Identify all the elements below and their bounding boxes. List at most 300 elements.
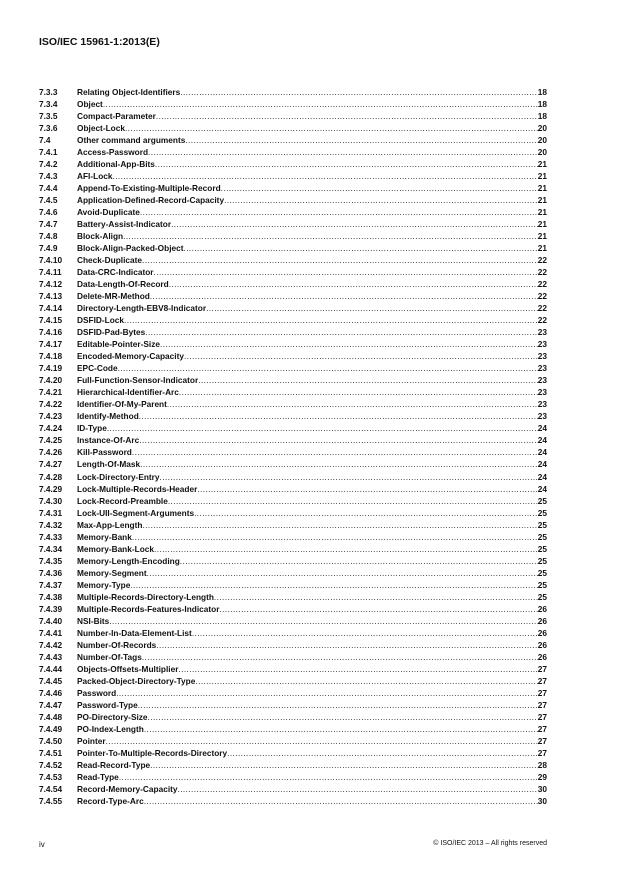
toc-entry-title: Block-Align xyxy=(77,231,124,242)
toc-entry-page: 21 xyxy=(537,231,547,242)
toc-leader-dots xyxy=(139,434,538,446)
toc-leader-dots xyxy=(167,398,538,410)
toc-entry-number: 7.4.2 xyxy=(39,159,58,170)
toc-entry-number: 7.4.9 xyxy=(39,243,58,254)
toc-leader-dots xyxy=(142,254,538,266)
toc-entry[interactable] xyxy=(39,182,547,194)
toc-leader-dots xyxy=(160,471,538,483)
toc-entry-page: 21 xyxy=(537,183,547,194)
toc-entry-title: Record-Type-Arc xyxy=(77,795,144,806)
toc-entry-page: 24 xyxy=(537,459,547,470)
toc-entry[interactable] xyxy=(39,687,547,699)
page-number: iv xyxy=(39,840,45,849)
toc-leader-dots xyxy=(140,458,538,470)
toc-entry-title: Memory-Bank-Lock xyxy=(77,543,154,554)
toc-entry[interactable] xyxy=(39,338,547,350)
toc-entry-title: DSFID-Pad-Bytes xyxy=(77,327,146,338)
toc-entry-number: 7.4.27 xyxy=(39,459,63,470)
toc-entry[interactable] xyxy=(39,230,547,242)
toc-entry-number: 7.4.4 xyxy=(39,183,58,194)
toc-leader-dots xyxy=(154,543,538,555)
toc-entry[interactable] xyxy=(39,663,547,675)
toc-entry[interactable] xyxy=(39,747,547,759)
toc-entry-page: 23 xyxy=(537,411,547,422)
toc-entry-page: 23 xyxy=(537,399,547,410)
toc-entry-page: 23 xyxy=(537,327,547,338)
toc-entry-number: 7.4.18 xyxy=(39,351,63,362)
toc-entry-title: Encoded-Memory-Capacity xyxy=(77,351,184,362)
toc-leader-dots xyxy=(125,122,538,134)
toc-entry[interactable] xyxy=(39,783,547,795)
toc-entry-page: 26 xyxy=(537,639,547,650)
toc-leader-dots xyxy=(132,446,538,458)
toc-entry-page: 27 xyxy=(537,723,547,734)
toc-entry-number: 7.4.23 xyxy=(39,411,63,422)
toc-entry[interactable] xyxy=(39,531,547,543)
toc-entry[interactable] xyxy=(39,98,547,110)
toc-entry-page: 20 xyxy=(537,135,547,146)
toc-entry-title: Number-In-Data-Element-List xyxy=(77,627,192,638)
toc-entry-number: 7.4.53 xyxy=(39,771,63,782)
toc-leader-dots xyxy=(160,338,538,350)
toc-entry-page: 23 xyxy=(537,375,547,386)
toc-entry[interactable] xyxy=(39,711,547,723)
toc-leader-dots xyxy=(139,410,538,422)
toc-entry-title: Object xyxy=(77,99,103,110)
toc-entry-title: Password xyxy=(77,687,117,698)
toc-entry-page: 26 xyxy=(537,603,547,614)
toc-entry-page: 23 xyxy=(537,351,547,362)
toc-leader-dots xyxy=(168,495,538,507)
toc-leader-dots xyxy=(154,266,538,278)
toc-entry[interactable] xyxy=(39,170,547,182)
toc-entry-page: 24 xyxy=(537,435,547,446)
toc-entry-number: 7.4.28 xyxy=(39,471,63,482)
toc-entry[interactable] xyxy=(39,278,547,290)
toc-entry-title: Object-Lock xyxy=(77,123,125,134)
toc-entry-page: 24 xyxy=(537,423,547,434)
toc-entry-number: 7.4.33 xyxy=(39,531,63,542)
toc-entry-title: Lock-Record-Preamble xyxy=(77,495,168,506)
toc-entry-title: Objects-Offsets-Multiplier xyxy=(77,663,179,674)
toc-leader-dots xyxy=(219,603,537,615)
toc-entry-title: Memory-Length-Encoding xyxy=(77,555,180,566)
toc-entry-number: 7.4.21 xyxy=(39,387,63,398)
toc-entry[interactable] xyxy=(39,290,547,302)
toc-entry[interactable] xyxy=(39,495,547,507)
toc-entry-number: 7.4.47 xyxy=(39,699,63,710)
copyright-notice: © ISO/IEC 2013 – All rights reserved xyxy=(433,840,547,847)
toc-entry-page: 23 xyxy=(537,387,547,398)
toc-entry-title: Check-Duplicate xyxy=(77,255,143,266)
toc-entry-title: Hierarchical-Identifier-Arc xyxy=(77,387,179,398)
toc-entry-title: Lock-UII-Segment-Arguments xyxy=(77,507,195,518)
toc-entry-number: 7.4.49 xyxy=(39,723,63,734)
table-of-contents xyxy=(39,86,547,807)
toc-leader-dots xyxy=(150,290,538,302)
toc-entry-number: 7.4.29 xyxy=(39,483,63,494)
toc-entry-number: 7.4.55 xyxy=(39,795,63,806)
toc-leader-dots xyxy=(214,591,538,603)
toc-entry-page: 27 xyxy=(537,699,547,710)
toc-entry-title: Read-Type xyxy=(77,771,119,782)
toc-entry-page: 20 xyxy=(537,123,547,134)
toc-entry-number: 7.3.3 xyxy=(39,87,58,97)
toc-entry-title: Editable-Pointer-Size xyxy=(77,339,160,350)
toc-entry-number: 7.4.30 xyxy=(39,495,63,506)
toc-entry-page: 21 xyxy=(537,171,547,182)
toc-entry[interactable] xyxy=(39,771,547,783)
toc-entry-number: 7.4.52 xyxy=(39,759,63,770)
toc-entry[interactable] xyxy=(39,134,547,146)
toc-entry[interactable] xyxy=(39,398,547,410)
toc-entry-number: 7.4.48 xyxy=(39,711,63,722)
toc-entry-number: 7.4.32 xyxy=(39,519,63,530)
toc-entry-number: 7.4.43 xyxy=(39,651,63,662)
toc-leader-dots xyxy=(150,759,538,771)
toc-entry-number: 7.4.37 xyxy=(39,579,63,590)
toc-leader-dots xyxy=(178,663,537,675)
toc-entry-number: 7.3.4 xyxy=(39,99,58,110)
toc-entry-title: Memory-Bank xyxy=(77,531,132,542)
toc-entry-page: 27 xyxy=(537,711,547,722)
toc-entry-title: Kill-Password xyxy=(77,447,132,458)
toc-leader-dots xyxy=(119,771,538,783)
toc-leader-dots xyxy=(124,314,538,326)
toc-entry-number: 7.4.31 xyxy=(39,507,63,518)
toc-entry[interactable] xyxy=(39,158,547,170)
toc-entry[interactable] xyxy=(39,122,547,134)
toc-entry-page: 27 xyxy=(537,747,547,758)
toc-leader-dots xyxy=(180,86,538,98)
toc-leader-dots xyxy=(142,651,538,663)
toc-entry-page: 30 xyxy=(537,783,547,794)
toc-entry[interactable] xyxy=(39,579,547,591)
toc-entry-page: 30 xyxy=(537,795,547,806)
toc-entry-title: Block-Align-Packed-Object xyxy=(77,243,184,254)
toc-leader-dots xyxy=(130,579,537,591)
toc-entry-number: 7.4.7 xyxy=(39,219,58,230)
toc-entry-number: 7.4.42 xyxy=(39,639,63,650)
toc-leader-dots xyxy=(171,218,538,230)
toc-entry-page: 23 xyxy=(537,339,547,350)
toc-entry[interactable] xyxy=(39,410,547,422)
toc-leader-dots xyxy=(198,374,538,386)
toc-entry-number: 7.4.46 xyxy=(39,687,63,698)
toc-entry[interactable] xyxy=(39,446,547,458)
toc-entry[interactable] xyxy=(39,639,547,651)
toc-entry-title: Password-Type xyxy=(77,699,138,710)
toc-entry-title: DSFID-Lock xyxy=(77,315,125,326)
toc-entry-page: 26 xyxy=(537,627,547,638)
toc-leader-dots xyxy=(109,615,537,627)
toc-leader-dots xyxy=(148,711,538,723)
toc-entry-page: 28 xyxy=(537,759,547,770)
toc-entry-title: Lock-Directory-Entry xyxy=(77,471,160,482)
toc-entry-number: 7.4.19 xyxy=(39,363,63,374)
toc-leader-dots xyxy=(142,519,537,531)
toc-entry-number: 7.4.16 xyxy=(39,327,63,338)
toc-leader-dots xyxy=(195,675,537,687)
toc-entry[interactable] xyxy=(39,615,547,627)
toc-entry[interactable] xyxy=(39,206,547,218)
toc-entry-title: Number-Of-Tags xyxy=(77,651,142,662)
toc-entry-title: Max-App-Length xyxy=(77,519,143,530)
toc-entry-number: 7.4.54 xyxy=(39,783,63,794)
toc-entry-number: 7.4.40 xyxy=(39,615,63,626)
toc-entry-number: 7.4.36 xyxy=(39,567,63,578)
toc-entry[interactable] xyxy=(39,350,547,362)
toc-entry-title: Battery-Assist-Indicator xyxy=(77,219,172,230)
toc-entry-title: Multiple-Records-Directory-Length xyxy=(77,591,214,602)
toc-entry[interactable] xyxy=(39,627,547,639)
toc-entry-page: 20 xyxy=(537,147,547,158)
toc-entry[interactable] xyxy=(39,603,547,615)
toc-entry-number: 7.4.17 xyxy=(39,339,63,350)
toc-entry[interactable] xyxy=(39,735,547,747)
toc-leader-dots xyxy=(113,170,538,182)
toc-leader-dots xyxy=(138,699,538,711)
toc-entry-page: 25 xyxy=(537,495,547,506)
toc-entry-title: Application-Defined-Record-Capacity xyxy=(77,195,225,206)
toc-entry-number: 7.4.6 xyxy=(39,207,58,218)
toc-leader-dots xyxy=(197,483,537,495)
toc-leader-dots xyxy=(123,230,538,242)
toc-entry-title: Other command arguments xyxy=(77,135,186,146)
toc-entry[interactable] xyxy=(39,471,547,483)
toc-entry-title: PO-Index-Length xyxy=(77,723,144,734)
toc-entry[interactable] xyxy=(39,759,547,771)
toc-entry-page: 25 xyxy=(537,543,547,554)
toc-entry-title: ID-Type xyxy=(77,423,107,434)
toc-entry-title: Multiple-Records-Features-Indicator xyxy=(77,603,220,614)
toc-entry-number: 7.4.11 xyxy=(39,267,62,278)
toc-entry-number: 7.4.45 xyxy=(39,675,63,686)
toc-entry[interactable] xyxy=(39,194,547,206)
toc-entry-number: 7.4.8 xyxy=(39,231,58,242)
toc-entry-title: Read-Record-Type xyxy=(77,759,151,770)
toc-entry-number: 7.4.41 xyxy=(39,627,63,638)
toc-entry[interactable] xyxy=(39,651,547,663)
toc-entry-title: Directory-Length-EBV8-Indicator xyxy=(77,303,207,314)
toc-leader-dots xyxy=(178,783,538,795)
toc-entry[interactable] xyxy=(39,314,547,326)
toc-entry-title: Data-Length-Of-Record xyxy=(77,279,169,290)
toc-entry-page: 26 xyxy=(537,651,547,662)
toc-leader-dots xyxy=(148,146,538,158)
toc-entry-page: 25 xyxy=(537,555,547,566)
toc-entry-number: 7.4.35 xyxy=(39,555,63,566)
toc-leader-dots xyxy=(147,567,538,579)
toc-entry-title: Compact-Parameter xyxy=(77,111,156,122)
toc-entry[interactable] xyxy=(39,254,547,266)
toc-leader-dots xyxy=(145,326,538,338)
toc-leader-dots xyxy=(156,110,538,122)
toc-leader-dots xyxy=(169,278,538,290)
toc-entry[interactable] xyxy=(39,386,547,398)
toc-entry-title: Lock-Multiple-Records-Header xyxy=(77,483,198,494)
toc-entry-number: 7.4.3 xyxy=(39,171,58,182)
toc-entry-number: 7.4.26 xyxy=(39,447,63,458)
toc-leader-dots xyxy=(227,747,538,759)
toc-entry-number: 7.4.25 xyxy=(39,435,63,446)
toc-entry-page: 29 xyxy=(537,771,547,782)
toc-leader-dots xyxy=(221,182,538,194)
toc-entry-page: 21 xyxy=(537,207,547,218)
toc-entry[interactable] xyxy=(39,266,547,278)
toc-entry-title: Additional-App-Bits xyxy=(77,159,155,170)
toc-entry[interactable] xyxy=(39,374,547,386)
toc-leader-dots xyxy=(206,302,538,314)
toc-entry-page: 21 xyxy=(537,195,547,206)
toc-entry-number: 7.4.22 xyxy=(39,399,63,410)
toc-entry[interactable] xyxy=(39,507,547,519)
toc-leader-dots xyxy=(224,194,538,206)
toc-entry-title: Full-Function-Sensor-Indicator xyxy=(77,375,199,386)
toc-entry-page: 27 xyxy=(537,687,547,698)
toc-leader-dots xyxy=(106,735,538,747)
toc-entry-number: 7.4.51 xyxy=(39,747,63,758)
toc-entry[interactable] xyxy=(39,567,547,579)
toc-entry-title: Identifier-Of-My-Parent xyxy=(77,399,167,410)
toc-entry-page: 18 xyxy=(537,87,547,97)
toc-entry-title: Number-Of-Records xyxy=(77,639,157,650)
toc-entry-page: 24 xyxy=(537,471,547,482)
toc-entry-page: 18 xyxy=(537,111,547,122)
toc-entry-page: 25 xyxy=(537,531,547,542)
toc-entry-page: 24 xyxy=(537,483,547,494)
toc-entry-page: 18 xyxy=(537,99,547,110)
toc-entry-page: 25 xyxy=(537,579,547,590)
toc-entry-page: 22 xyxy=(537,267,547,278)
toc-entry[interactable] xyxy=(39,675,547,687)
toc-entry-number: 7.4.15 xyxy=(39,315,63,326)
toc-entry[interactable] xyxy=(39,110,547,122)
toc-leader-dots xyxy=(116,687,538,699)
toc-entry-title: Instance-Of-Arc xyxy=(77,435,140,446)
toc-entry-page: 22 xyxy=(537,315,547,326)
toc-entry-page: 24 xyxy=(537,447,547,458)
toc-leader-dots xyxy=(118,362,538,374)
toc-entry-title: Append-To-Existing-Multiple-Record xyxy=(77,183,221,194)
toc-entry[interactable] xyxy=(39,543,547,555)
toc-entry-number: 7.4.34 xyxy=(39,543,63,554)
toc-entry[interactable] xyxy=(39,591,547,603)
toc-entry-number: 7.4.12 xyxy=(39,279,63,290)
toc-entry-title: Access-Password xyxy=(77,147,149,158)
toc-entry[interactable] xyxy=(39,422,547,434)
toc-entry-page: 22 xyxy=(537,291,547,302)
toc-entry-number: 7.4.10 xyxy=(39,255,63,266)
toc-entry[interactable] xyxy=(39,146,547,158)
toc-entry-page: 21 xyxy=(537,219,547,230)
toc-leader-dots xyxy=(180,555,538,567)
toc-entry-number: 7.4.14 xyxy=(39,303,63,314)
toc-entry-title: Memory-Segment xyxy=(77,567,147,578)
toc-entry-title: NSI-Bits xyxy=(77,615,110,626)
toc-leader-dots xyxy=(140,206,538,218)
toc-leader-dots xyxy=(192,627,538,639)
toc-entry-number: 7.4.1 xyxy=(39,147,58,158)
toc-entry[interactable] xyxy=(39,242,547,254)
toc-entry-number: 7.4.39 xyxy=(39,603,63,614)
toc-entry[interactable] xyxy=(39,326,547,338)
toc-entry-title: Pointer-To-Multiple-Records-Directory xyxy=(77,747,228,758)
toc-entry-title: Data-CRC-Indicator xyxy=(77,267,154,278)
toc-entry-title: PO-Directory-Size xyxy=(77,711,148,722)
toc-entry[interactable] xyxy=(39,723,547,735)
toc-entry-page: 22 xyxy=(537,303,547,314)
toc-entry-page: 22 xyxy=(537,255,547,266)
toc-entry[interactable] xyxy=(39,555,547,567)
toc-entry-number: 7.4.38 xyxy=(39,591,63,602)
toc-entry[interactable] xyxy=(39,362,547,374)
toc-entry[interactable] xyxy=(39,458,547,470)
toc-leader-dots xyxy=(184,350,538,362)
toc-entry-title: Packed-Object-Directory-Type xyxy=(77,675,196,686)
toc-entry-page: 23 xyxy=(537,363,547,374)
toc-entry[interactable] xyxy=(39,218,547,230)
toc-entry-page: 26 xyxy=(537,615,547,626)
toc-leader-dots xyxy=(185,134,537,146)
toc-leader-dots xyxy=(156,639,537,651)
toc-leader-dots xyxy=(132,531,538,543)
toc-entry-page: 27 xyxy=(537,663,547,674)
toc-leader-dots xyxy=(103,98,538,110)
toc-entry-title: Avoid-Duplicate xyxy=(77,207,140,218)
toc-entry-title: Relating Object-Identifiers xyxy=(77,87,181,97)
toc-entry-page: 22 xyxy=(537,279,547,290)
toc-entry[interactable] xyxy=(39,519,547,531)
toc-entry-page: 21 xyxy=(537,159,547,170)
toc-entry-title: Delete-MR-Method xyxy=(77,291,150,302)
toc-entry[interactable] xyxy=(39,795,547,807)
toc-entry-title: Identify-Method xyxy=(77,411,139,422)
toc-entry-number: 7.4.13 xyxy=(39,291,63,302)
toc-leader-dots xyxy=(144,723,538,735)
toc-leader-dots xyxy=(179,386,538,398)
toc-leader-dots xyxy=(184,242,538,254)
toc-entry-number: 7.4.44 xyxy=(39,663,63,674)
toc-entry-title: Memory-Type xyxy=(77,579,131,590)
document-header: ISO/IEC 15961-1:2013(E) xyxy=(39,36,160,48)
toc-leader-dots xyxy=(144,795,538,807)
toc-entry-title: Record-Memory-Capacity xyxy=(77,783,178,794)
toc-entry-number: 7.3.5 xyxy=(39,111,58,122)
toc-entry-title: Length-Of-Mask xyxy=(77,459,141,470)
toc-leader-dots xyxy=(107,422,538,434)
toc-entry-page: 27 xyxy=(537,735,547,746)
toc-entry-title: AFI-Lock xyxy=(77,171,113,182)
toc-entry-title: EPC-Code xyxy=(77,363,118,374)
toc-entry[interactable] xyxy=(39,302,547,314)
toc-entry[interactable] xyxy=(39,699,547,711)
toc-entry[interactable] xyxy=(39,434,547,446)
toc-entry-page: 25 xyxy=(537,519,547,530)
toc-entry[interactable] xyxy=(39,483,547,495)
toc-entry-number: 7.3.6 xyxy=(39,123,58,134)
toc-entry-number: 7.4.20 xyxy=(39,375,63,386)
toc-entry-number: 7.4 xyxy=(39,135,51,146)
toc-entry[interactable] xyxy=(39,86,547,98)
toc-leader-dots xyxy=(155,158,538,170)
toc-entry-number: 7.4.50 xyxy=(39,735,63,746)
toc-entry-page: 27 xyxy=(537,675,547,686)
toc-entry-title: Pointer xyxy=(77,735,106,746)
toc-entry-page: 25 xyxy=(537,507,547,518)
toc-entry-page: 25 xyxy=(537,567,547,578)
toc-entry-page: 25 xyxy=(537,591,547,602)
